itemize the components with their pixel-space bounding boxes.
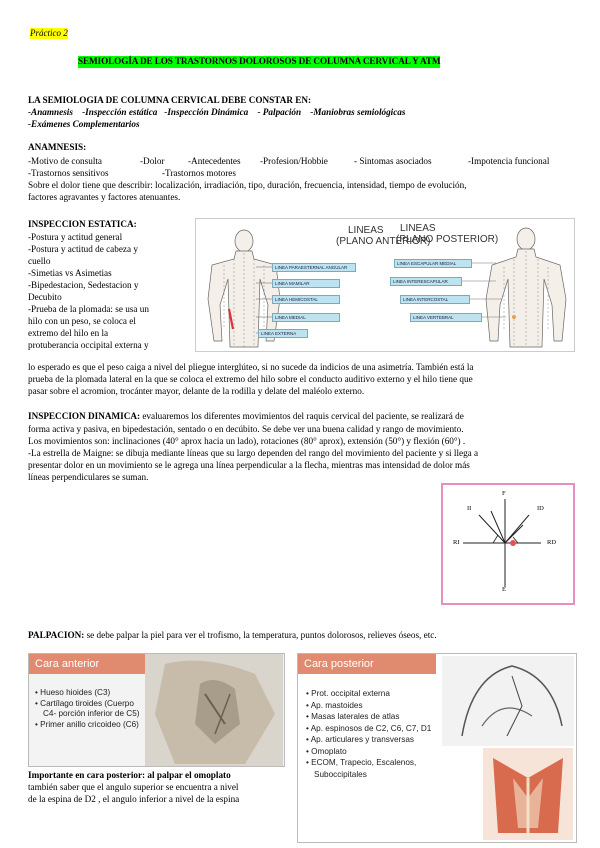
neck-anatomy-image — [145, 654, 283, 766]
anamnesis-item: -Profesion/Hobbie — [260, 156, 328, 166]
list-item: • Prot. occipital externa — [306, 688, 434, 700]
anamnesis-heading: ANAMNESIS: — [28, 142, 87, 152]
inspeccion-dinamica-line-5: presentar dolor en un movimiento se le agrega una línea perpendicular a la flecha, mientras mas intensidad de dolor más — [28, 460, 470, 470]
anamnesis-item: -Trastornos motores — [162, 168, 236, 178]
intro-items — [28, 107, 405, 119]
list-item: hilo con un peso, se coloca el — [28, 316, 136, 326]
anamnesis-item: -Motivo de consulta — [28, 156, 102, 166]
list-item: • Cartílago tiroides (Cuerpo C4- porción inferior de C5) — [35, 699, 143, 720]
list-item: -Postura y actitud general — [28, 232, 123, 242]
cara-posterior-card — [297, 653, 577, 843]
star-label-e: E — [502, 586, 506, 593]
intro-item: -Inspección estática — [82, 107, 158, 117]
nota-text-2: también saber que el angulo superior se encuentra a nivel — [28, 782, 239, 792]
list-item: -Bipedestacion, Sedestacion y — [28, 280, 139, 290]
list-item: -Prueba de la plomada: se usa un — [28, 304, 149, 314]
nota-text-3: de la espina de D2 , el angulo inferior a nivel de la espina — [28, 794, 240, 804]
list-item: • Masas laterales de atlas — [306, 711, 434, 723]
estrella-maigne-figure — [441, 483, 575, 605]
linea-label: LINEA HEMICOSTAL — [272, 295, 340, 304]
anamnesis-text-2: factores agravantes y factores atenuantes. — [28, 192, 181, 202]
star-label-id: ID — [537, 505, 544, 512]
paragraph-text: se debe palpar la piel para ver el trofismo, la temperatura, puntos dolorosos, relieves óseos, etc. — [84, 630, 437, 640]
inspeccion-estatica-list — [28, 231, 188, 351]
list-item: cuello — [28, 256, 51, 266]
page-title: SEMIOLOGÍA DE LOS TRASTORNOS DOLOROSOS DE COLUMNA CERVICAL Y ATM — [78, 56, 441, 66]
intro-heading: LA SEMIOLOGIA DE COLUMNA CERVICAL DEBE CONSTAR EN: — [28, 95, 312, 105]
list-item: • Primer anillo cricoideo (C6) — [35, 720, 143, 731]
linea-label: LINEA INTERCOSTAL — [400, 295, 470, 304]
inspeccion-dinamica-line-3: Los movimientos son: inclinaciones (40° aprox hacia un lado), rotaciones (80° aprox), extensión (50°) y flexión (60°) . — [28, 436, 466, 446]
anamnesis-item: -Dolor — [140, 156, 165, 166]
posterior-anatomy-image — [442, 656, 574, 746]
practico-label: Práctico 2 — [30, 28, 68, 38]
list-item: -Simetias vs Asimetias — [28, 268, 112, 278]
list-item: • Ap. espinosos de C2, C6, C7, D1 — [306, 723, 434, 735]
list-item: extremo del hilo en la — [28, 328, 109, 338]
star-label-ri: RI — [453, 539, 460, 546]
intro-item: -Inspección Dinámica — [164, 107, 249, 117]
list-item: -Postura y actitud de cabeza y — [28, 244, 138, 254]
plomada-text-3: pasar sobre el acromion, trocánter mayor, delante de la rodilla y delate del maléolo externo. — [28, 386, 365, 396]
list-item: • Ap. articulares y transversas — [306, 734, 434, 746]
inspeccion-dinamica-line-4: -La estrella de Maigne: se dibuja mediante líneas que su largo dependen del rango del movimiento del paciente y si llega a — [28, 448, 479, 458]
list-item: Decubito — [28, 292, 62, 302]
muscle-anatomy-image — [483, 748, 573, 840]
palpacion-line — [28, 630, 437, 642]
nota-text-1 — [28, 770, 231, 782]
linea-label: LINEA INTERESCAPULAR — [390, 277, 462, 286]
plomada-text-1: lo esperado es que el peso caiga a nivel del pliegue interglúteo, si no sucede da indicios de una asimetría. También está la — [28, 362, 474, 372]
intro-item: -Maniobras semiológicas — [310, 107, 406, 117]
lineas-anterior-title: LINEAS (PLANO ANTERIOR) — [336, 225, 431, 247]
star-label-ii: II — [467, 505, 472, 512]
lineas-posterior-title: LINEAS (PLANO POSTERIOR) — [396, 223, 499, 245]
anamnesis-text-1: Sobre el dolor tiene que describir: localización, irradiación, tipo, duración, frecuencia, intensidad, tiempo de evolución, — [28, 180, 467, 190]
intro-item-examenes: -Exámenes Complementarios — [28, 119, 140, 129]
plomada-text-2: prueba de la plomada lateral en la que se coloca el extremo del hilo sobre el conducto auditivo externo y el hilo tiene que — [28, 374, 473, 384]
linea-label: LINEA MEDIAL — [272, 313, 340, 322]
linea-label: LINEA MAMILAR — [272, 279, 340, 288]
anamnesis-item: -Antecedentes — [188, 156, 241, 166]
lineas-figure — [195, 218, 575, 352]
cara-anterior-card — [28, 653, 285, 767]
list-item: • ECOM, Trapecio, Escalenos, Suboccipitales — [306, 757, 434, 780]
inspeccion-dinamica-line-6: líneas perpendiculares se suman. — [28, 472, 149, 482]
linea-label: LINEA PARAESTERNAL ANGULAR — [272, 263, 356, 272]
anamnesis-item: -Impotencia funcional — [468, 156, 550, 166]
linea-label: LINEA EXTERNA — [258, 329, 308, 338]
paragraph-text: Importante en cara posterior: al palpar el omoplato — [28, 770, 231, 780]
paragraph-text: evaluaremos los diferentes movimientos del raquis cervical del paciente, se realizará de — [140, 411, 464, 421]
linea-label: LINEA VERTEBRAL — [410, 313, 482, 322]
inspeccion-dinamica-line-1 — [28, 411, 464, 423]
cara-anterior-list — [35, 688, 143, 730]
cara-posterior-title: Cara posterior — [298, 654, 436, 674]
inspeccion-dinamica-heading: INSPECCION DINAMICA: — [28, 411, 141, 421]
star-label-f: F — [502, 490, 506, 497]
palpacion-heading: PALPACION: — [28, 630, 85, 640]
list-item: protuberancia occipital externa y — [28, 340, 149, 350]
list-item: • Ap. mastoides — [306, 700, 434, 712]
inspeccion-estatica-heading: INSPECCION ESTATICA: — [28, 219, 137, 229]
cara-anterior-title: Cara anterior — [29, 654, 149, 674]
linea-label: LINEA ESCAPULAR MEDIAL — [394, 259, 472, 268]
cara-posterior-list — [306, 688, 434, 780]
inspeccion-dinamica-line-2: forma activa y pasiva, en bipedestación, sentado o en decúbito. Se debe ver una buena calidad y rango de movimiento. — [28, 424, 464, 434]
list-item: • Hueso hioides (C3) — [35, 688, 143, 699]
intro-item: -Anamnesis — [28, 107, 73, 117]
list-item: • Omoplato — [306, 746, 434, 758]
star-label-rd: RD — [547, 539, 557, 546]
intro-item: - Palpación — [257, 107, 302, 117]
anamnesis-item: - Sintomas asociados — [354, 156, 432, 166]
anamnesis-item: -Trastornos sensitivos — [28, 168, 109, 178]
